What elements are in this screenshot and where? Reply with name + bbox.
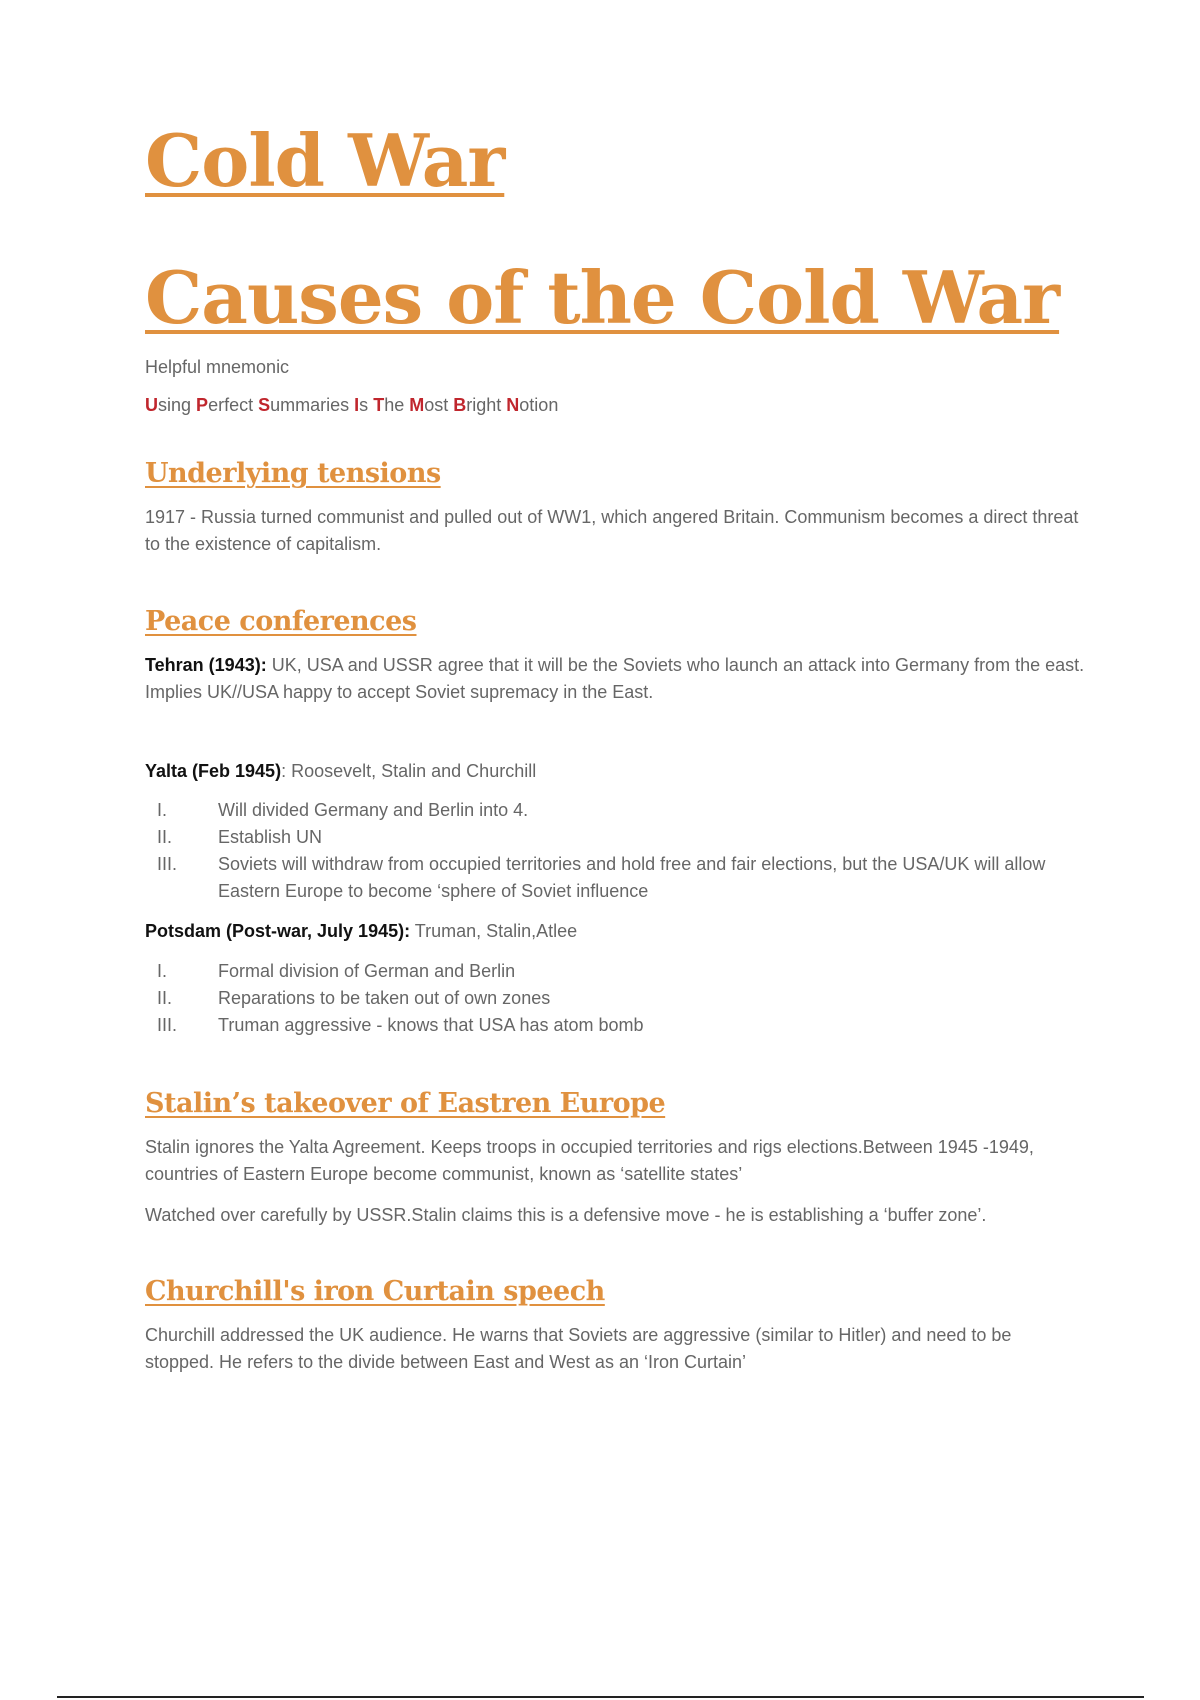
mnemonic-rest: s xyxy=(359,395,369,415)
mnemonic-rest: otion xyxy=(519,395,559,415)
heading-underlying-tensions: Underlying tensions xyxy=(145,458,441,489)
mnemonic-rest: erfect xyxy=(208,395,254,415)
list-item xyxy=(145,1012,1085,1039)
list-item xyxy=(145,851,1085,905)
potsdam-paragraph xyxy=(145,918,1085,945)
underlying-text: 1917 - Russia turned communist and pulled out of WW1, which angered Britain. Communism becomes a direct threat to the existence of capitalism. xyxy=(145,507,1079,554)
potsdam-label: Potsdam (Post-war, July 1945): xyxy=(145,921,411,941)
mnemonic-initial: S xyxy=(258,395,271,415)
list-item-text: Formal division of German and Berlin xyxy=(218,961,516,981)
tehran-label: Tehran (1943): xyxy=(145,655,267,675)
list-number: I. xyxy=(157,961,168,981)
list-item xyxy=(145,824,1085,851)
mnemonic-initial: M xyxy=(409,395,425,415)
mnemonic-initial: I xyxy=(354,395,360,415)
mnemonic-label: Helpful mnemonic xyxy=(145,357,290,377)
list-number: III. xyxy=(157,1015,178,1035)
churchill-paragraph: Churchill addressed the UK audience. He warns that Soviets are aggressive (similar to Hitler) and need to be stopped. He refers to the divide between East and West as an ‘Iron Curtain’ xyxy=(145,1325,1012,1372)
bottom-rule xyxy=(57,1696,1144,1698)
document-subtitle: Causes of the Cold War xyxy=(145,255,1060,340)
potsdam-list xyxy=(145,958,1085,1039)
list-item xyxy=(145,958,1085,985)
tehran-paragraph xyxy=(145,652,1085,706)
list-item-text: Will divided Germany and Berlin into 4. xyxy=(218,800,529,820)
stalin-paragraph-2: Watched over carefully by USSR.Stalin claims this is a defensive move - he is establishing a ‘buffer zone’. xyxy=(145,1205,987,1225)
mnemonic-initial: U xyxy=(145,395,158,415)
mnemonic-rest: he xyxy=(384,395,405,415)
tehran-text: UK, USA and USSR agree that it will be the Soviets who launch an attack into Germany from the east. Implies UK//USA happy to accept Soviet supremacy in the East. xyxy=(145,655,1085,702)
mnemonic-initial: B xyxy=(453,395,467,415)
list-item-text: Establish UN xyxy=(218,827,323,847)
mnemonic-rest: ost xyxy=(424,395,449,415)
yalta-paragraph xyxy=(145,758,1085,785)
yalta-text: : Roosevelt, Stalin and Churchill xyxy=(281,761,537,781)
potsdam-text: Truman, Stalin,Atlee xyxy=(410,921,578,941)
list-number: III. xyxy=(157,854,178,874)
mnemonic-rest: right xyxy=(466,395,502,415)
list-item xyxy=(145,797,1085,824)
heading-stalin-takeover: Stalin’s takeover of Eastren Europe xyxy=(145,1088,666,1119)
mnemonic-initial: N xyxy=(506,395,520,415)
list-item-text: Soviets will withdraw from occupied territories and hold free and fair elections, but the USA/UK will allow Eastern Europe to become ‘sphere of Soviet influence xyxy=(218,854,1046,901)
list-number: II. xyxy=(157,988,173,1008)
list-number: II. xyxy=(157,827,173,847)
yalta-list xyxy=(145,797,1085,905)
mnemonic-line xyxy=(145,392,1085,419)
heading-peace-conferences: Peace conferences xyxy=(145,606,417,637)
list-number: I. xyxy=(157,800,168,820)
yalta-label: Yalta (Feb 1945) xyxy=(145,761,282,781)
list-item-text: Reparations to be taken out of own zones xyxy=(218,988,551,1008)
heading-iron-curtain: Churchill's iron Curtain speech xyxy=(145,1276,605,1307)
mnemonic-initial: P xyxy=(196,395,209,415)
document-title: Cold War xyxy=(145,118,505,203)
mnemonic-initial: T xyxy=(373,395,385,415)
mnemonic-rest: sing xyxy=(158,395,192,415)
stalin-paragraph-1: Stalin ignores the Yalta Agreement. Keeps troops in occupied territories and rigs elections.Between 1945 -1949, countries of Eastern Europe become communist, known as ‘satellite states’ xyxy=(145,1137,1034,1184)
mnemonic-rest: ummaries xyxy=(270,395,350,415)
list-item-text: Truman aggressive - knows that USA has atom bomb xyxy=(218,1015,644,1035)
list-item xyxy=(145,985,1085,1012)
